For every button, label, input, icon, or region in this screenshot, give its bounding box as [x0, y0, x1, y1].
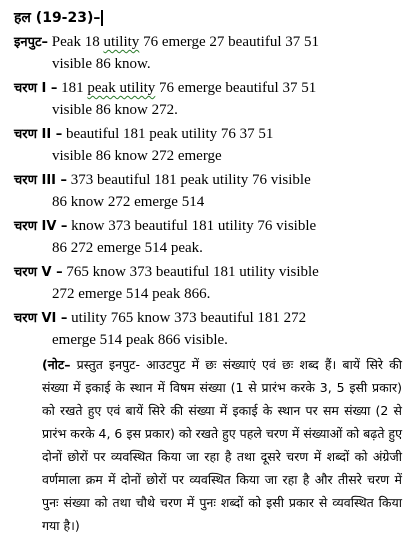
- step-line-1: [14, 169, 402, 191]
- input-label: इनपुट–: [14, 35, 49, 50]
- step-line1-pre: 765 know 373 beautiful 181 utility visible: [66, 264, 319, 280]
- step-line-2: visible 86 know 272.: [52, 102, 178, 118]
- input-line1-spellcheck: utility: [103, 34, 140, 50]
- step-line-2: 272 emerge 514 peak 866.: [52, 286, 211, 302]
- steps-list: [14, 77, 402, 351]
- step-line-1: [14, 77, 402, 99]
- step-line1-pre: utility 765 know 373 beautiful 181 272: [71, 310, 307, 326]
- step-line-2: emerge 514 peak 866 visible.: [52, 332, 228, 348]
- step-line-1: [14, 307, 402, 329]
- step-line1-post: 76 emerge beautiful 37 51: [155, 80, 317, 96]
- step-label: चरण I –: [14, 81, 58, 96]
- step-block: [14, 77, 402, 121]
- step-line1-spellcheck: peak utility: [87, 80, 156, 96]
- step-block: [14, 123, 402, 167]
- step-block: [14, 307, 402, 351]
- solution-heading: [14, 5, 402, 31]
- step-line-1: [14, 123, 402, 145]
- step-line-2: 86 272 emerge 514 peak.: [52, 240, 203, 256]
- step-line1-pre: know 373 beautiful 181 utility 76 visible: [71, 218, 317, 234]
- input-line-1: [14, 31, 402, 53]
- step-label: चरण IV –: [14, 219, 68, 234]
- explanation-note: [14, 353, 402, 537]
- step-label: चरण V –: [14, 265, 63, 280]
- solution-document: [14, 0, 402, 537]
- step-line1-pre: beautiful 181 peak utility 76 37 51: [65, 126, 274, 142]
- note-label: (नोट–: [42, 357, 71, 372]
- step-line-2: 86 know 272 emerge 514: [52, 194, 205, 210]
- step-block: [14, 169, 402, 213]
- input-line-2: visible 86 know.: [52, 56, 151, 72]
- step-block: [14, 261, 402, 305]
- input-block: [14, 31, 402, 75]
- heading-text: हल (19-23)–: [14, 10, 103, 26]
- step-line1-pre: 181: [61, 80, 88, 96]
- step-block: [14, 215, 402, 259]
- input-line1-post: 76 emerge 27 beautiful 37 51: [139, 34, 319, 50]
- step-line1-pre: 373 beautiful 181 peak utility 76 visible: [70, 172, 311, 188]
- step-label: चरण III –: [14, 173, 68, 188]
- step-line-1: [14, 261, 402, 283]
- note-text: प्रस्तुत इनपुट- आउटपुट में छः संख्याएं एवं छः शब्द हैं। बायें सिरे की संख्या में इकाई के स्थान में विषम संख्या (1 से प्रारंभ करके 3, 5 इसी प्रकार) को रखते हुए एवं बायें सिरे की संख्या में इकाई के स्थान पर सम संख्या (2 से प्रारंभ करके 4, 6 इस प्रकार) को रखते हुए पहले चरण में संख्याओं को बढ़ते हुए दोनों छोरों पर व्यवस्थित किया जा रहा है तथा दूसरे चरण में शब्दों को अंग्रेजी वर्णमाला क्रम में दोनों छोरों पर व्यवस्थित किया जा रहा है और तीसरे चरण में पुनः संख्या को तथा चौथे चरण में पुनः शब्दों को इसी प्रकार से व्यवस्थित किया गया है।): [42, 357, 402, 533]
- step-line-2: visible 86 know 272 emerge: [52, 148, 222, 164]
- step-line-1: [14, 215, 402, 237]
- step-label: चरण II –: [14, 127, 63, 142]
- step-label: चरण VI –: [14, 311, 68, 326]
- input-line1-pre: Peak 18: [51, 34, 104, 50]
